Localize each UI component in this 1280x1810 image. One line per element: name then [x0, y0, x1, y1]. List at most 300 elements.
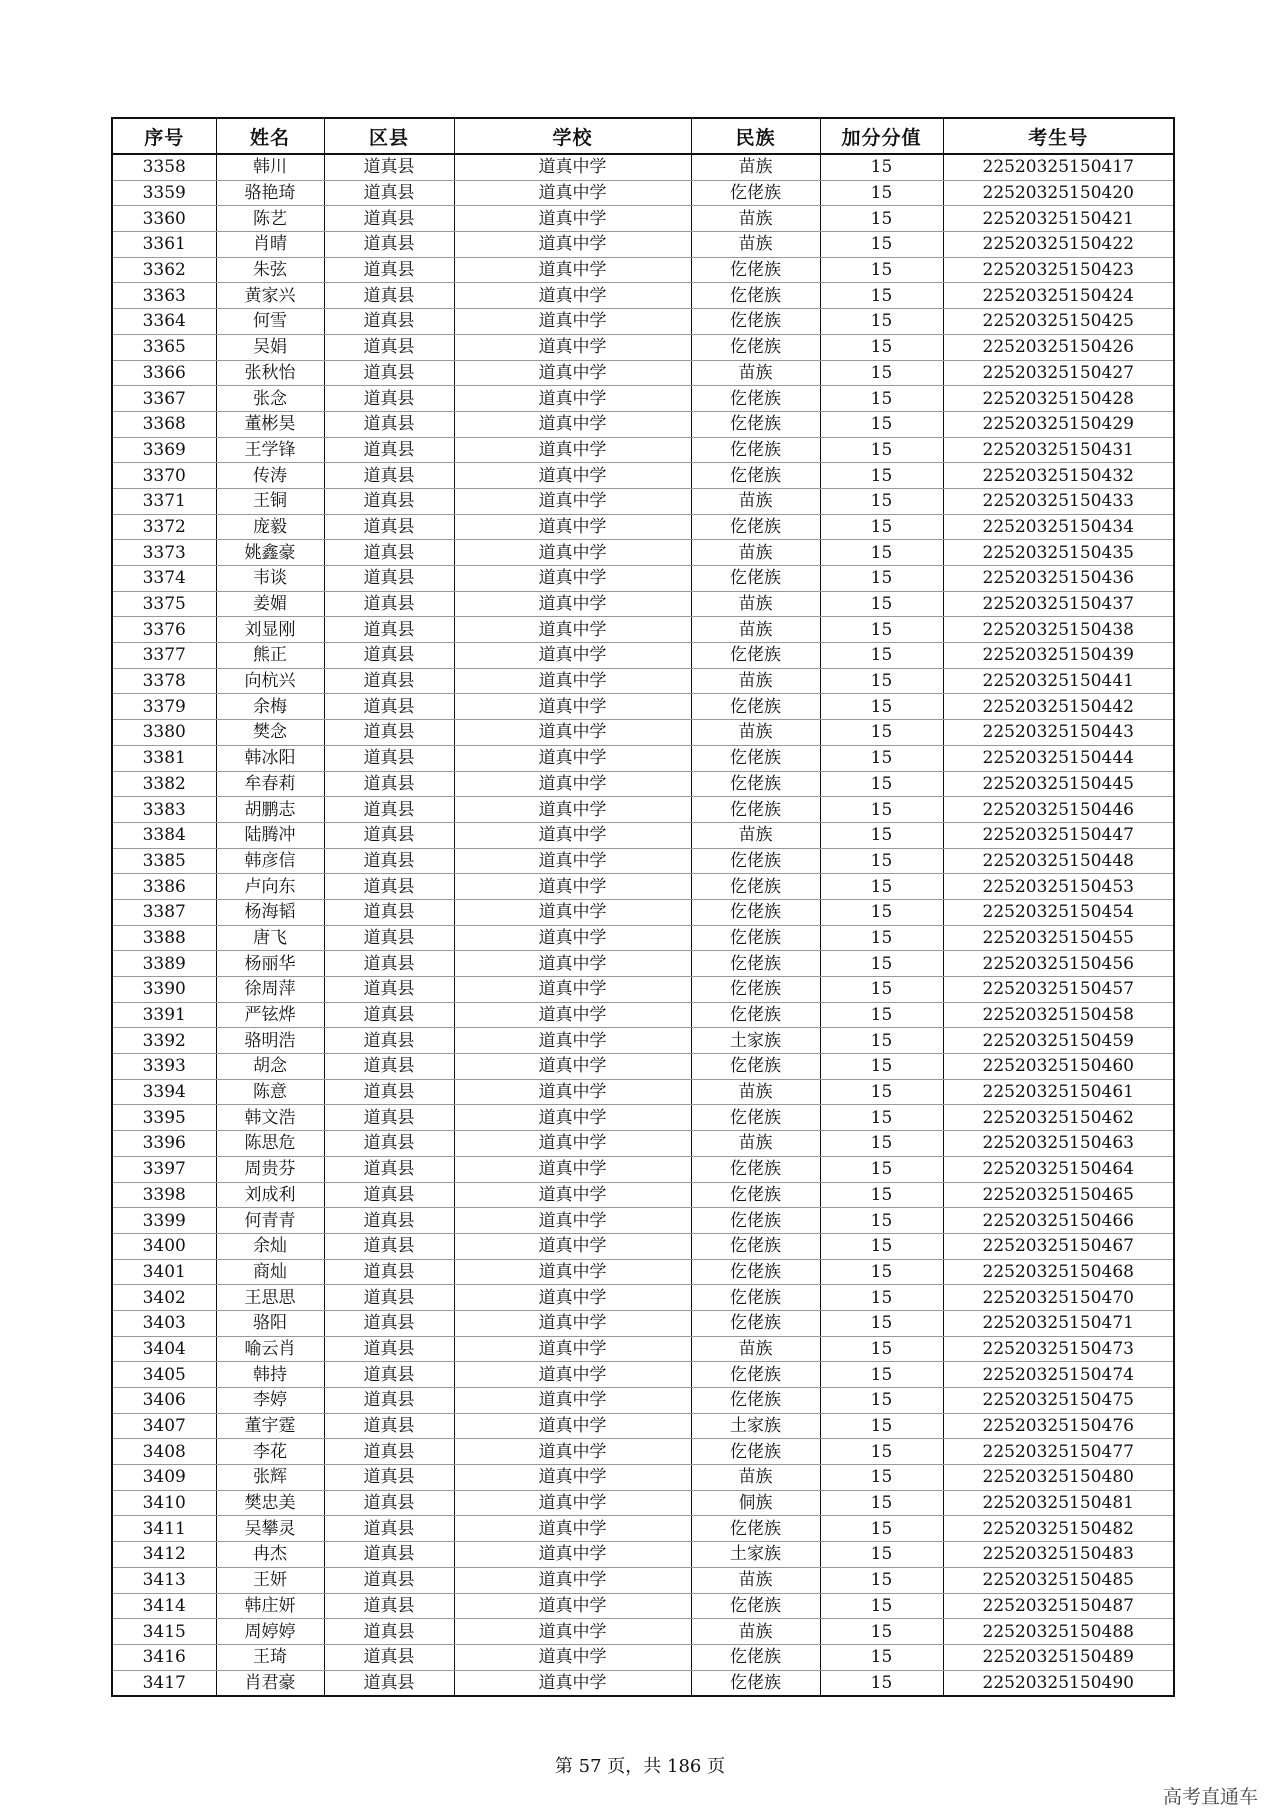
- cell-serial: 3400: [112, 1233, 216, 1259]
- cell-county: 道真县: [324, 180, 454, 206]
- cell-bonus-points: 15: [820, 1310, 943, 1336]
- table-row: [112, 899, 1174, 925]
- cell-name: 余梅: [216, 694, 324, 720]
- table-row: [112, 1490, 1174, 1516]
- cell-bonus-points: 15: [820, 1054, 943, 1080]
- cell-bonus-points: 15: [820, 694, 943, 720]
- table-row: [112, 1388, 1174, 1414]
- cell-exam-id: 22520325150468: [943, 1259, 1174, 1285]
- cell-county: 道真县: [324, 386, 454, 412]
- cell-name: 严铉烨: [216, 1002, 324, 1028]
- table-row: [112, 1002, 1174, 1028]
- table-row: [112, 566, 1174, 592]
- cell-exam-id: 22520325150463: [943, 1131, 1174, 1157]
- cell-name: 韩冰阳: [216, 745, 324, 771]
- cell-bonus-points: 15: [820, 1002, 943, 1028]
- cell-name: 骆明浩: [216, 1028, 324, 1054]
- cell-school: 道真中学: [454, 206, 691, 232]
- cell-ethnicity: 仡佬族: [691, 1593, 820, 1619]
- cell-serial: 3363: [112, 283, 216, 309]
- cell-school: 道真中学: [454, 488, 691, 514]
- cell-name: 韩庄妍: [216, 1593, 324, 1619]
- table-row: [112, 617, 1174, 643]
- table-row: [112, 1182, 1174, 1208]
- cell-school: 道真中学: [454, 180, 691, 206]
- table-row: [112, 232, 1174, 258]
- cell-bonus-points: 15: [820, 283, 943, 309]
- cell-serial: 3372: [112, 514, 216, 540]
- cell-county: 道真县: [324, 437, 454, 463]
- cell-bonus-points: 15: [820, 206, 943, 232]
- cell-county: 道真县: [324, 745, 454, 771]
- cell-ethnicity: 仡佬族: [691, 1362, 820, 1388]
- cell-serial: 3364: [112, 309, 216, 335]
- cell-name: 周贵芬: [216, 1156, 324, 1182]
- cell-county: 道真县: [324, 1567, 454, 1593]
- cell-serial: 3415: [112, 1619, 216, 1645]
- cell-bonus-points: 15: [820, 1208, 943, 1234]
- cell-county: 道真县: [324, 154, 454, 180]
- cell-school: 道真中学: [454, 309, 691, 335]
- cell-bonus-points: 15: [820, 1259, 943, 1285]
- cell-bonus-points: 15: [820, 1465, 943, 1491]
- cell-school: 道真中学: [454, 1619, 691, 1645]
- cell-county: 道真县: [324, 232, 454, 258]
- cell-exam-id: 22520325150434: [943, 514, 1174, 540]
- cell-ethnicity: 仡佬族: [691, 1388, 820, 1414]
- cell-name: 樊忠美: [216, 1490, 324, 1516]
- cell-school: 道真中学: [454, 1567, 691, 1593]
- cell-serial: 3385: [112, 848, 216, 874]
- cell-name: 韩川: [216, 154, 324, 180]
- cell-serial: 3389: [112, 951, 216, 977]
- table-row: [112, 488, 1174, 514]
- cell-serial: 3369: [112, 437, 216, 463]
- cell-ethnicity: 仡佬族: [691, 848, 820, 874]
- cell-county: 道真县: [324, 1619, 454, 1645]
- cell-serial: 3381: [112, 745, 216, 771]
- cell-exam-id: 22520325150442: [943, 694, 1174, 720]
- cell-exam-id: 22520325150424: [943, 283, 1174, 309]
- cell-county: 道真县: [324, 1542, 454, 1568]
- cell-ethnicity: 土家族: [691, 1028, 820, 1054]
- cell-serial: 3409: [112, 1465, 216, 1491]
- cell-ethnicity: 仡佬族: [691, 1182, 820, 1208]
- cell-name: 董彬昊: [216, 411, 324, 437]
- cell-county: 道真县: [324, 1105, 454, 1131]
- cell-county: 道真县: [324, 283, 454, 309]
- cell-bonus-points: 15: [820, 977, 943, 1003]
- cell-serial: 3396: [112, 1131, 216, 1157]
- cell-bonus-points: 15: [820, 334, 943, 360]
- cell-school: 道真中学: [454, 977, 691, 1003]
- cell-serial: 3375: [112, 591, 216, 617]
- cell-serial: 3407: [112, 1413, 216, 1439]
- cell-bonus-points: 15: [820, 1131, 943, 1157]
- cell-bonus-points: 15: [820, 1336, 943, 1362]
- cell-bonus-points: 15: [820, 925, 943, 951]
- header-county: 区县: [324, 118, 454, 154]
- header-name: 姓名: [216, 118, 324, 154]
- cell-school: 道真中学: [454, 283, 691, 309]
- cell-name: 刘显刚: [216, 617, 324, 643]
- cell-ethnicity: 土家族: [691, 1413, 820, 1439]
- cell-exam-id: 22520325150487: [943, 1593, 1174, 1619]
- cell-ethnicity: 苗族: [691, 1079, 820, 1105]
- cell-bonus-points: 15: [820, 745, 943, 771]
- cell-school: 道真中学: [454, 822, 691, 848]
- cell-name: 董宇霆: [216, 1413, 324, 1439]
- cell-exam-id: 22520325150464: [943, 1156, 1174, 1182]
- cell-school: 道真中学: [454, 1156, 691, 1182]
- cell-exam-id: 22520325150481: [943, 1490, 1174, 1516]
- cell-name: 韩彦信: [216, 848, 324, 874]
- cell-ethnicity: 仡佬族: [691, 1156, 820, 1182]
- cell-exam-id: 22520325150480: [943, 1465, 1174, 1491]
- cell-bonus-points: 15: [820, 720, 943, 746]
- cell-name: 杨海韬: [216, 899, 324, 925]
- table-row: [112, 283, 1174, 309]
- cell-ethnicity: 苗族: [691, 1131, 820, 1157]
- table-row: [112, 1079, 1174, 1105]
- cell-exam-id: 22520325150471: [943, 1310, 1174, 1336]
- cell-exam-id: 22520325150482: [943, 1516, 1174, 1542]
- table-row: [112, 1670, 1174, 1696]
- cell-name: 张辉: [216, 1465, 324, 1491]
- cell-school: 道真中学: [454, 232, 691, 258]
- table-row: [112, 1619, 1174, 1645]
- table-row: [112, 951, 1174, 977]
- cell-bonus-points: 15: [820, 874, 943, 900]
- cell-school: 道真中学: [454, 386, 691, 412]
- cell-bonus-points: 15: [820, 591, 943, 617]
- cell-name: 陆腾冲: [216, 822, 324, 848]
- cell-bonus-points: 15: [820, 951, 943, 977]
- cell-exam-id: 22520325150454: [943, 899, 1174, 925]
- cell-school: 道真中学: [454, 1362, 691, 1388]
- cell-county: 道真县: [324, 822, 454, 848]
- cell-name: 陈思危: [216, 1131, 324, 1157]
- cell-name: 肖晴: [216, 232, 324, 258]
- cell-serial: 3370: [112, 463, 216, 489]
- cell-exam-id: 22520325150466: [943, 1208, 1174, 1234]
- cell-exam-id: 22520325150437: [943, 591, 1174, 617]
- cell-serial: 3388: [112, 925, 216, 951]
- cell-county: 道真县: [324, 1465, 454, 1491]
- cell-ethnicity: 仡佬族: [691, 257, 820, 283]
- cell-school: 道真中学: [454, 334, 691, 360]
- cell-name: 骆阳: [216, 1310, 324, 1336]
- cell-bonus-points: 15: [820, 1105, 943, 1131]
- cell-serial: 3391: [112, 1002, 216, 1028]
- cell-name: 何青青: [216, 1208, 324, 1234]
- cell-exam-id: 22520325150443: [943, 720, 1174, 746]
- cell-county: 道真县: [324, 360, 454, 386]
- cell-name: 李婷: [216, 1388, 324, 1414]
- table-row: [112, 334, 1174, 360]
- header-serial: 序号: [112, 118, 216, 154]
- cell-bonus-points: 15: [820, 1156, 943, 1182]
- cell-name: 周婷婷: [216, 1619, 324, 1645]
- cell-bonus-points: 15: [820, 1516, 943, 1542]
- cell-ethnicity: 仡佬族: [691, 283, 820, 309]
- cell-bonus-points: 15: [820, 309, 943, 335]
- cell-school: 道真中学: [454, 1310, 691, 1336]
- cell-ethnicity: 仡佬族: [691, 899, 820, 925]
- cell-county: 道真县: [324, 1670, 454, 1696]
- cell-ethnicity: 仡佬族: [691, 334, 820, 360]
- table-row: [112, 1156, 1174, 1182]
- cell-county: 道真县: [324, 1233, 454, 1259]
- cell-name: 徐周萍: [216, 977, 324, 1003]
- cell-bonus-points: 15: [820, 1593, 943, 1619]
- cell-school: 道真中学: [454, 925, 691, 951]
- cell-school: 道真中学: [454, 566, 691, 592]
- cell-school: 道真中学: [454, 694, 691, 720]
- cell-county: 道真县: [324, 1439, 454, 1465]
- watermark: 高考直通车: [1162, 1786, 1258, 1808]
- cell-exam-id: 22520325150485: [943, 1567, 1174, 1593]
- table-row: [112, 1542, 1174, 1568]
- cell-school: 道真中学: [454, 437, 691, 463]
- cell-bonus-points: 15: [820, 1670, 943, 1696]
- cell-county: 道真县: [324, 1182, 454, 1208]
- cell-name: 张念: [216, 386, 324, 412]
- cell-county: 道真县: [324, 1516, 454, 1542]
- table-row: [112, 822, 1174, 848]
- cell-county: 道真县: [324, 668, 454, 694]
- cell-serial: 3365: [112, 334, 216, 360]
- cell-name: 何雪: [216, 309, 324, 335]
- table-row: [112, 257, 1174, 283]
- table-row: [112, 180, 1174, 206]
- cell-county: 道真县: [324, 977, 454, 1003]
- cell-school: 道真中学: [454, 899, 691, 925]
- table-row: [112, 977, 1174, 1003]
- header-school: 学校: [454, 118, 691, 154]
- cell-school: 道真中学: [454, 1644, 691, 1670]
- table-row: [112, 1465, 1174, 1491]
- cell-county: 道真县: [324, 1285, 454, 1311]
- cell-exam-id: 22520325150435: [943, 540, 1174, 566]
- cell-serial: 3399: [112, 1208, 216, 1234]
- cell-serial: 3417: [112, 1670, 216, 1696]
- cell-county: 道真县: [324, 1593, 454, 1619]
- cell-school: 道真中学: [454, 1259, 691, 1285]
- cell-exam-id: 22520325150489: [943, 1644, 1174, 1670]
- cell-exam-id: 22520325150426: [943, 334, 1174, 360]
- cell-exam-id: 22520325150473: [943, 1336, 1174, 1362]
- cell-bonus-points: 15: [820, 180, 943, 206]
- cell-school: 道真中学: [454, 1490, 691, 1516]
- cell-serial: 3414: [112, 1593, 216, 1619]
- cell-bonus-points: 15: [820, 232, 943, 258]
- cell-county: 道真县: [324, 1002, 454, 1028]
- cell-serial: 3382: [112, 771, 216, 797]
- cell-bonus-points: 15: [820, 1619, 943, 1645]
- table-row: [112, 1644, 1174, 1670]
- cell-bonus-points: 15: [820, 437, 943, 463]
- cell-bonus-points: 15: [820, 797, 943, 823]
- cell-county: 道真县: [324, 1362, 454, 1388]
- cell-school: 道真中学: [454, 874, 691, 900]
- cell-name: 朱弦: [216, 257, 324, 283]
- cell-serial: 3380: [112, 720, 216, 746]
- cell-name: 张秋怡: [216, 360, 324, 386]
- cell-exam-id: 22520325150459: [943, 1028, 1174, 1054]
- cell-exam-id: 22520325150456: [943, 951, 1174, 977]
- table-row: [112, 1105, 1174, 1131]
- cell-bonus-points: 15: [820, 1182, 943, 1208]
- cell-bonus-points: 15: [820, 643, 943, 669]
- cell-county: 道真县: [324, 1490, 454, 1516]
- cell-ethnicity: 仡佬族: [691, 925, 820, 951]
- cell-school: 道真中学: [454, 514, 691, 540]
- table-row: [112, 1285, 1174, 1311]
- cell-serial: 3371: [112, 488, 216, 514]
- cell-ethnicity: 仡佬族: [691, 1670, 820, 1696]
- cell-name: 王铜: [216, 488, 324, 514]
- cell-county: 道真县: [324, 1156, 454, 1182]
- cell-ethnicity: 仡佬族: [691, 977, 820, 1003]
- table-row: [112, 1208, 1174, 1234]
- cell-school: 道真中学: [454, 1028, 691, 1054]
- cell-serial: 3412: [112, 1542, 216, 1568]
- cell-county: 道真县: [324, 694, 454, 720]
- cell-ethnicity: 苗族: [691, 154, 820, 180]
- cell-name: 吴娟: [216, 334, 324, 360]
- cell-name: 向杭兴: [216, 668, 324, 694]
- cell-bonus-points: 15: [820, 1028, 943, 1054]
- cell-bonus-points: 15: [820, 514, 943, 540]
- bonus-points-table: [111, 117, 1175, 1697]
- cell-name: 韩持: [216, 1362, 324, 1388]
- cell-ethnicity: 仡佬族: [691, 1259, 820, 1285]
- table-row: [112, 411, 1174, 437]
- table-row: [112, 1259, 1174, 1285]
- cell-ethnicity: 仡佬族: [691, 1285, 820, 1311]
- cell-name: 黄家兴: [216, 283, 324, 309]
- cell-exam-id: 22520325150490: [943, 1670, 1174, 1696]
- cell-ethnicity: 仡佬族: [691, 951, 820, 977]
- cell-name: 姚鑫豪: [216, 540, 324, 566]
- cell-exam-id: 22520325150420: [943, 180, 1174, 206]
- cell-school: 道真中学: [454, 643, 691, 669]
- cell-exam-id: 22520325150422: [943, 232, 1174, 258]
- table-row: [112, 694, 1174, 720]
- cell-serial: 3366: [112, 360, 216, 386]
- cell-school: 道真中学: [454, 1079, 691, 1105]
- table-row: [112, 874, 1174, 900]
- table-row: [112, 437, 1174, 463]
- cell-ethnicity: 仡佬族: [691, 1002, 820, 1028]
- table-row: [112, 1362, 1174, 1388]
- cell-ethnicity: 仡佬族: [691, 566, 820, 592]
- table-row: [112, 745, 1174, 771]
- cell-serial: 3402: [112, 1285, 216, 1311]
- cell-county: 道真县: [324, 1208, 454, 1234]
- cell-exam-id: 22520325150477: [943, 1439, 1174, 1465]
- cell-bonus-points: 15: [820, 771, 943, 797]
- cell-county: 道真县: [324, 848, 454, 874]
- cell-county: 道真县: [324, 1336, 454, 1362]
- cell-ethnicity: 苗族: [691, 206, 820, 232]
- cell-name: 陈意: [216, 1079, 324, 1105]
- cell-serial: 3410: [112, 1490, 216, 1516]
- cell-serial: 3367: [112, 386, 216, 412]
- cell-bonus-points: 15: [820, 899, 943, 925]
- cell-exam-id: 22520325150417: [943, 154, 1174, 180]
- cell-school: 道真中学: [454, 411, 691, 437]
- cell-ethnicity: 仡佬族: [691, 386, 820, 412]
- cell-bonus-points: 15: [820, 1490, 943, 1516]
- header-exam-id: 考生号: [943, 118, 1174, 154]
- cell-bonus-points: 15: [820, 1233, 943, 1259]
- cell-exam-id: 22520325150457: [943, 977, 1174, 1003]
- cell-ethnicity: 仡佬族: [691, 874, 820, 900]
- cell-serial: 3383: [112, 797, 216, 823]
- cell-serial: 3361: [112, 232, 216, 258]
- cell-serial: 3404: [112, 1336, 216, 1362]
- cell-name: 余灿: [216, 1233, 324, 1259]
- page-number: 第 57 页，共 186 页: [554, 1756, 726, 1777]
- cell-exam-id: 22520325150425: [943, 309, 1174, 335]
- table-row: [112, 591, 1174, 617]
- cell-county: 道真县: [324, 540, 454, 566]
- cell-bonus-points: 15: [820, 154, 943, 180]
- cell-serial: 3394: [112, 1079, 216, 1105]
- cell-county: 道真县: [324, 617, 454, 643]
- header-ethnicity: 民族: [691, 118, 820, 154]
- cell-ethnicity: 苗族: [691, 617, 820, 643]
- table-row: [112, 1054, 1174, 1080]
- table-row: [112, 1567, 1174, 1593]
- cell-school: 道真中学: [454, 1516, 691, 1542]
- table-body: [112, 154, 1174, 1696]
- cell-county: 道真县: [324, 899, 454, 925]
- cell-name: 熊正: [216, 643, 324, 669]
- cell-county: 道真县: [324, 951, 454, 977]
- table-row: [112, 1439, 1174, 1465]
- cell-county: 道真县: [324, 411, 454, 437]
- cell-name: 吴攀灵: [216, 1516, 324, 1542]
- cell-ethnicity: 仡佬族: [691, 643, 820, 669]
- cell-ethnicity: 仡佬族: [691, 771, 820, 797]
- cell-exam-id: 22520325150458: [943, 1002, 1174, 1028]
- table-row: [112, 1516, 1174, 1542]
- cell-school: 道真中学: [454, 720, 691, 746]
- cell-bonus-points: 15: [820, 257, 943, 283]
- cell-serial: 3406: [112, 1388, 216, 1414]
- cell-school: 道真中学: [454, 1208, 691, 1234]
- cell-county: 道真县: [324, 1388, 454, 1414]
- cell-school: 道真中学: [454, 540, 691, 566]
- cell-exam-id: 22520325150453: [943, 874, 1174, 900]
- table-row: [112, 386, 1174, 412]
- cell-school: 道真中学: [454, 1542, 691, 1568]
- cell-name: 王妍: [216, 1567, 324, 1593]
- cell-bonus-points: 15: [820, 1079, 943, 1105]
- cell-school: 道真中学: [454, 1285, 691, 1311]
- table-row: [112, 668, 1174, 694]
- cell-ethnicity: 苗族: [691, 822, 820, 848]
- cell-county: 道真县: [324, 1028, 454, 1054]
- cell-school: 道真中学: [454, 1465, 691, 1491]
- cell-ethnicity: 仡佬族: [691, 437, 820, 463]
- cell-bonus-points: 15: [820, 1362, 943, 1388]
- cell-school: 道真中学: [454, 848, 691, 874]
- table-row: [112, 154, 1174, 180]
